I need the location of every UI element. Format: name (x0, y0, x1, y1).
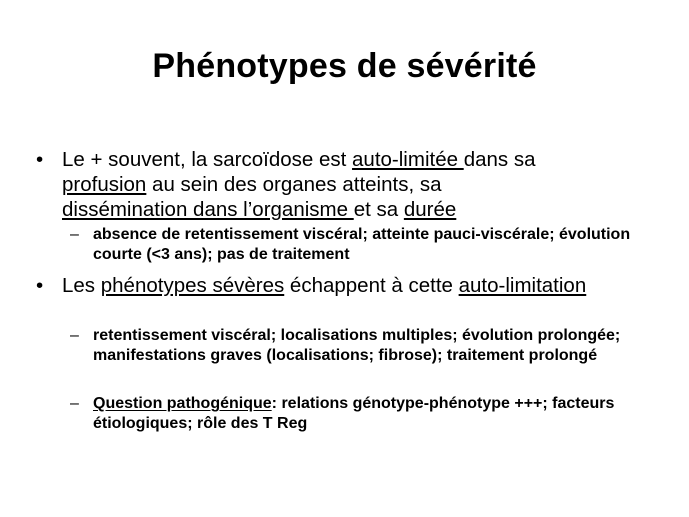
underlined-term: auto-limitée (352, 148, 464, 171)
bullet-item-1 (36, 147, 656, 222)
underlined-term: durée (403, 198, 457, 221)
sub-bullet-1-1 (70, 225, 640, 265)
bullet-item-2 (36, 273, 656, 298)
underlined-term: auto-limitation (458, 274, 587, 297)
bullet-item-1-text: Le + souvent, la sarcoïdose est auto-limitée dans sa profusion au sein des organes atteints, sa dissémination dans l’organisme et sa durée (62, 148, 536, 221)
sub-bullet-1-1-text: absence de retentissement viscéral; atteinte pauci-viscérale; évolution courte (<3 ans); pas de traitement (93, 226, 631, 263)
sub-bullet-2-2-text: Question pathogénique: relations génotype-phénotype +++; facteurs étiologiques; rôle des T Reg (93, 395, 615, 432)
underlined-term: dissémination dans l’organisme (62, 198, 354, 221)
dash-icon: – (70, 226, 79, 243)
slide-title: Phénotypes de sévérité (152, 47, 537, 85)
sub-bullet-2-2 (70, 394, 640, 434)
bullet-item-2-text: Les phénotypes sévères échappent à cette auto-limitation (62, 274, 587, 297)
underlined-term: phénotypes sévères (100, 274, 285, 297)
bullet-icon: • (36, 148, 44, 171)
dash-icon: – (70, 395, 79, 412)
bullet-icon: • (36, 274, 44, 297)
underlined-term: Question pathogénique (93, 395, 272, 412)
dash-icon: – (70, 327, 79, 344)
sub-bullet-2-1 (70, 326, 640, 366)
underlined-term: profusion (62, 173, 147, 196)
sub-bullet-2-1-text: retentissement viscéral; localisations multiples; évolution prolongée; manifestations graves (localisations; fibrose); traitement prolongé (93, 327, 621, 364)
